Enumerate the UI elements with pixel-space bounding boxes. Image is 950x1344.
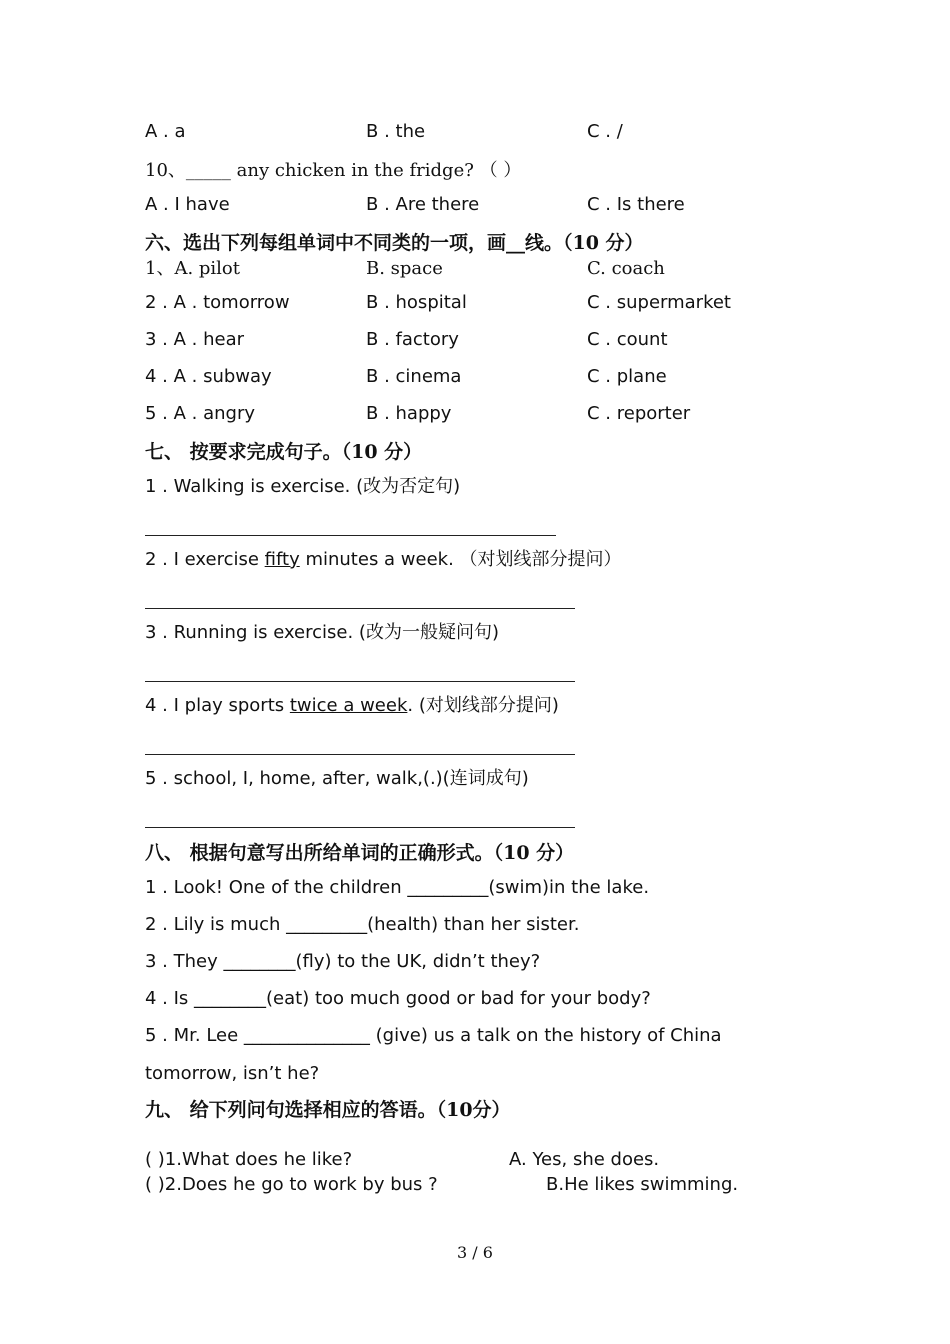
s7-answer-line-4 <box>145 754 575 755</box>
s6-row4-b: B . cinema <box>366 366 462 387</box>
s7-question-3: 3 . Running is exercise. (改为一般疑问句) <box>145 622 499 643</box>
s7-q4-text-start: 4 . I play sports <box>145 695 290 716</box>
s7-answer-line-3 <box>145 681 575 682</box>
s7-q2-underlined-word: fifty <box>264 549 300 570</box>
s6-row2-a: 2 . A . tomorrow <box>145 292 290 313</box>
s6-row4-c: C . plane <box>587 366 667 387</box>
s8-question-1: 1 . Look! One of the children _________(swim)in the lake. <box>145 877 650 898</box>
s7-question-5: 5 . school, I, home, after, walk,(.)(连词成句) <box>145 768 529 789</box>
s6-row1-b: B. space <box>366 258 443 279</box>
s6-row5-a: 5 . A . angry <box>145 403 256 424</box>
page-number: 3 / 6 <box>457 1243 493 1262</box>
s6-row5-c: C . reporter <box>587 403 691 424</box>
s8-question-3: 3 . They ________(fly) to the UK, didn’t they? <box>145 951 541 972</box>
section-7-heading: 七、 按要求完成句子。（10 分） <box>145 441 423 463</box>
question-10 <box>145 160 521 182</box>
s6-row1-c: C. coach <box>587 258 665 279</box>
q10-answer-paren: （ ） <box>479 160 522 181</box>
s6-row2-c: C . supermarket <box>587 292 731 313</box>
q9-option-c: C . / <box>587 121 623 142</box>
q10-text: any chicken in the fridge? <box>230 160 474 181</box>
s7-q2-text-end: minutes a week. （对划线部分提问） <box>299 549 622 570</box>
s7-question-2 <box>145 549 622 571</box>
s8-question-4: 4 . Is ________(eat) too much good or bad for your body? <box>145 988 651 1009</box>
s7-answer-line-2 <box>145 608 575 609</box>
section-6-heading: 六、选出下列每组单词中不同类的一项，画__线。（10 分） <box>145 232 644 254</box>
s8-question-2: 2 . Lily is much _________(health) than her sister. <box>145 914 580 935</box>
s7-question-1: 1 . Walking is exercise. (改为否定句) <box>145 476 461 497</box>
s8-question-5: 5 . Mr. Lee ______________ (give) us a talk on the history of China <box>145 1025 722 1046</box>
s7-q4-text-end: . (对划线部分提问) <box>407 695 559 716</box>
s8-question-5-continued: tomorrow, isn’t he? <box>145 1063 320 1084</box>
q10-option-a: A . I have <box>145 194 230 215</box>
s6-row5-b: B . happy <box>366 403 452 424</box>
q10-option-c: C . Is there <box>587 194 685 215</box>
s6-row3-c: C . count <box>587 329 668 350</box>
q9-option-b: B . the <box>366 121 426 142</box>
q10-blank: _____ <box>185 160 231 181</box>
q10-option-b: B . Are there <box>366 194 480 215</box>
q9-option-a: A . a <box>145 121 186 142</box>
s7-q2-text-start: 2 . I exercise <box>145 549 265 570</box>
s6-row3-b: B . factory <box>366 329 459 350</box>
s7-answer-line-1 <box>145 535 556 536</box>
s7-q4-underlined-phrase: twice a week <box>289 695 408 716</box>
s6-row3-a: 3 . A . hear <box>145 329 245 350</box>
section-8-heading: 八、 根据句意写出所给单词的正确形式。（10 分） <box>145 842 575 864</box>
s7-answer-line-5 <box>145 827 575 828</box>
s9-answer-a: A. Yes, she does. <box>509 1149 660 1170</box>
s6-row1-a: 1、A. pilot <box>145 258 241 279</box>
s9-answer-b: B.He likes swimming. <box>546 1174 739 1195</box>
s6-row2-b: B . hospital <box>366 292 467 313</box>
s9-question-2: ( )2.Does he go to work by bus ? <box>145 1174 438 1195</box>
section-9-heading: 九、 给下列问句选择相应的答语。（10分） <box>145 1099 511 1121</box>
s9-question-1: ( )1.What does he like? <box>145 1149 353 1170</box>
q10-number: 10、 <box>145 160 186 181</box>
s7-question-4 <box>145 695 559 717</box>
s6-row4-a: 4 . A . subway <box>145 366 272 387</box>
